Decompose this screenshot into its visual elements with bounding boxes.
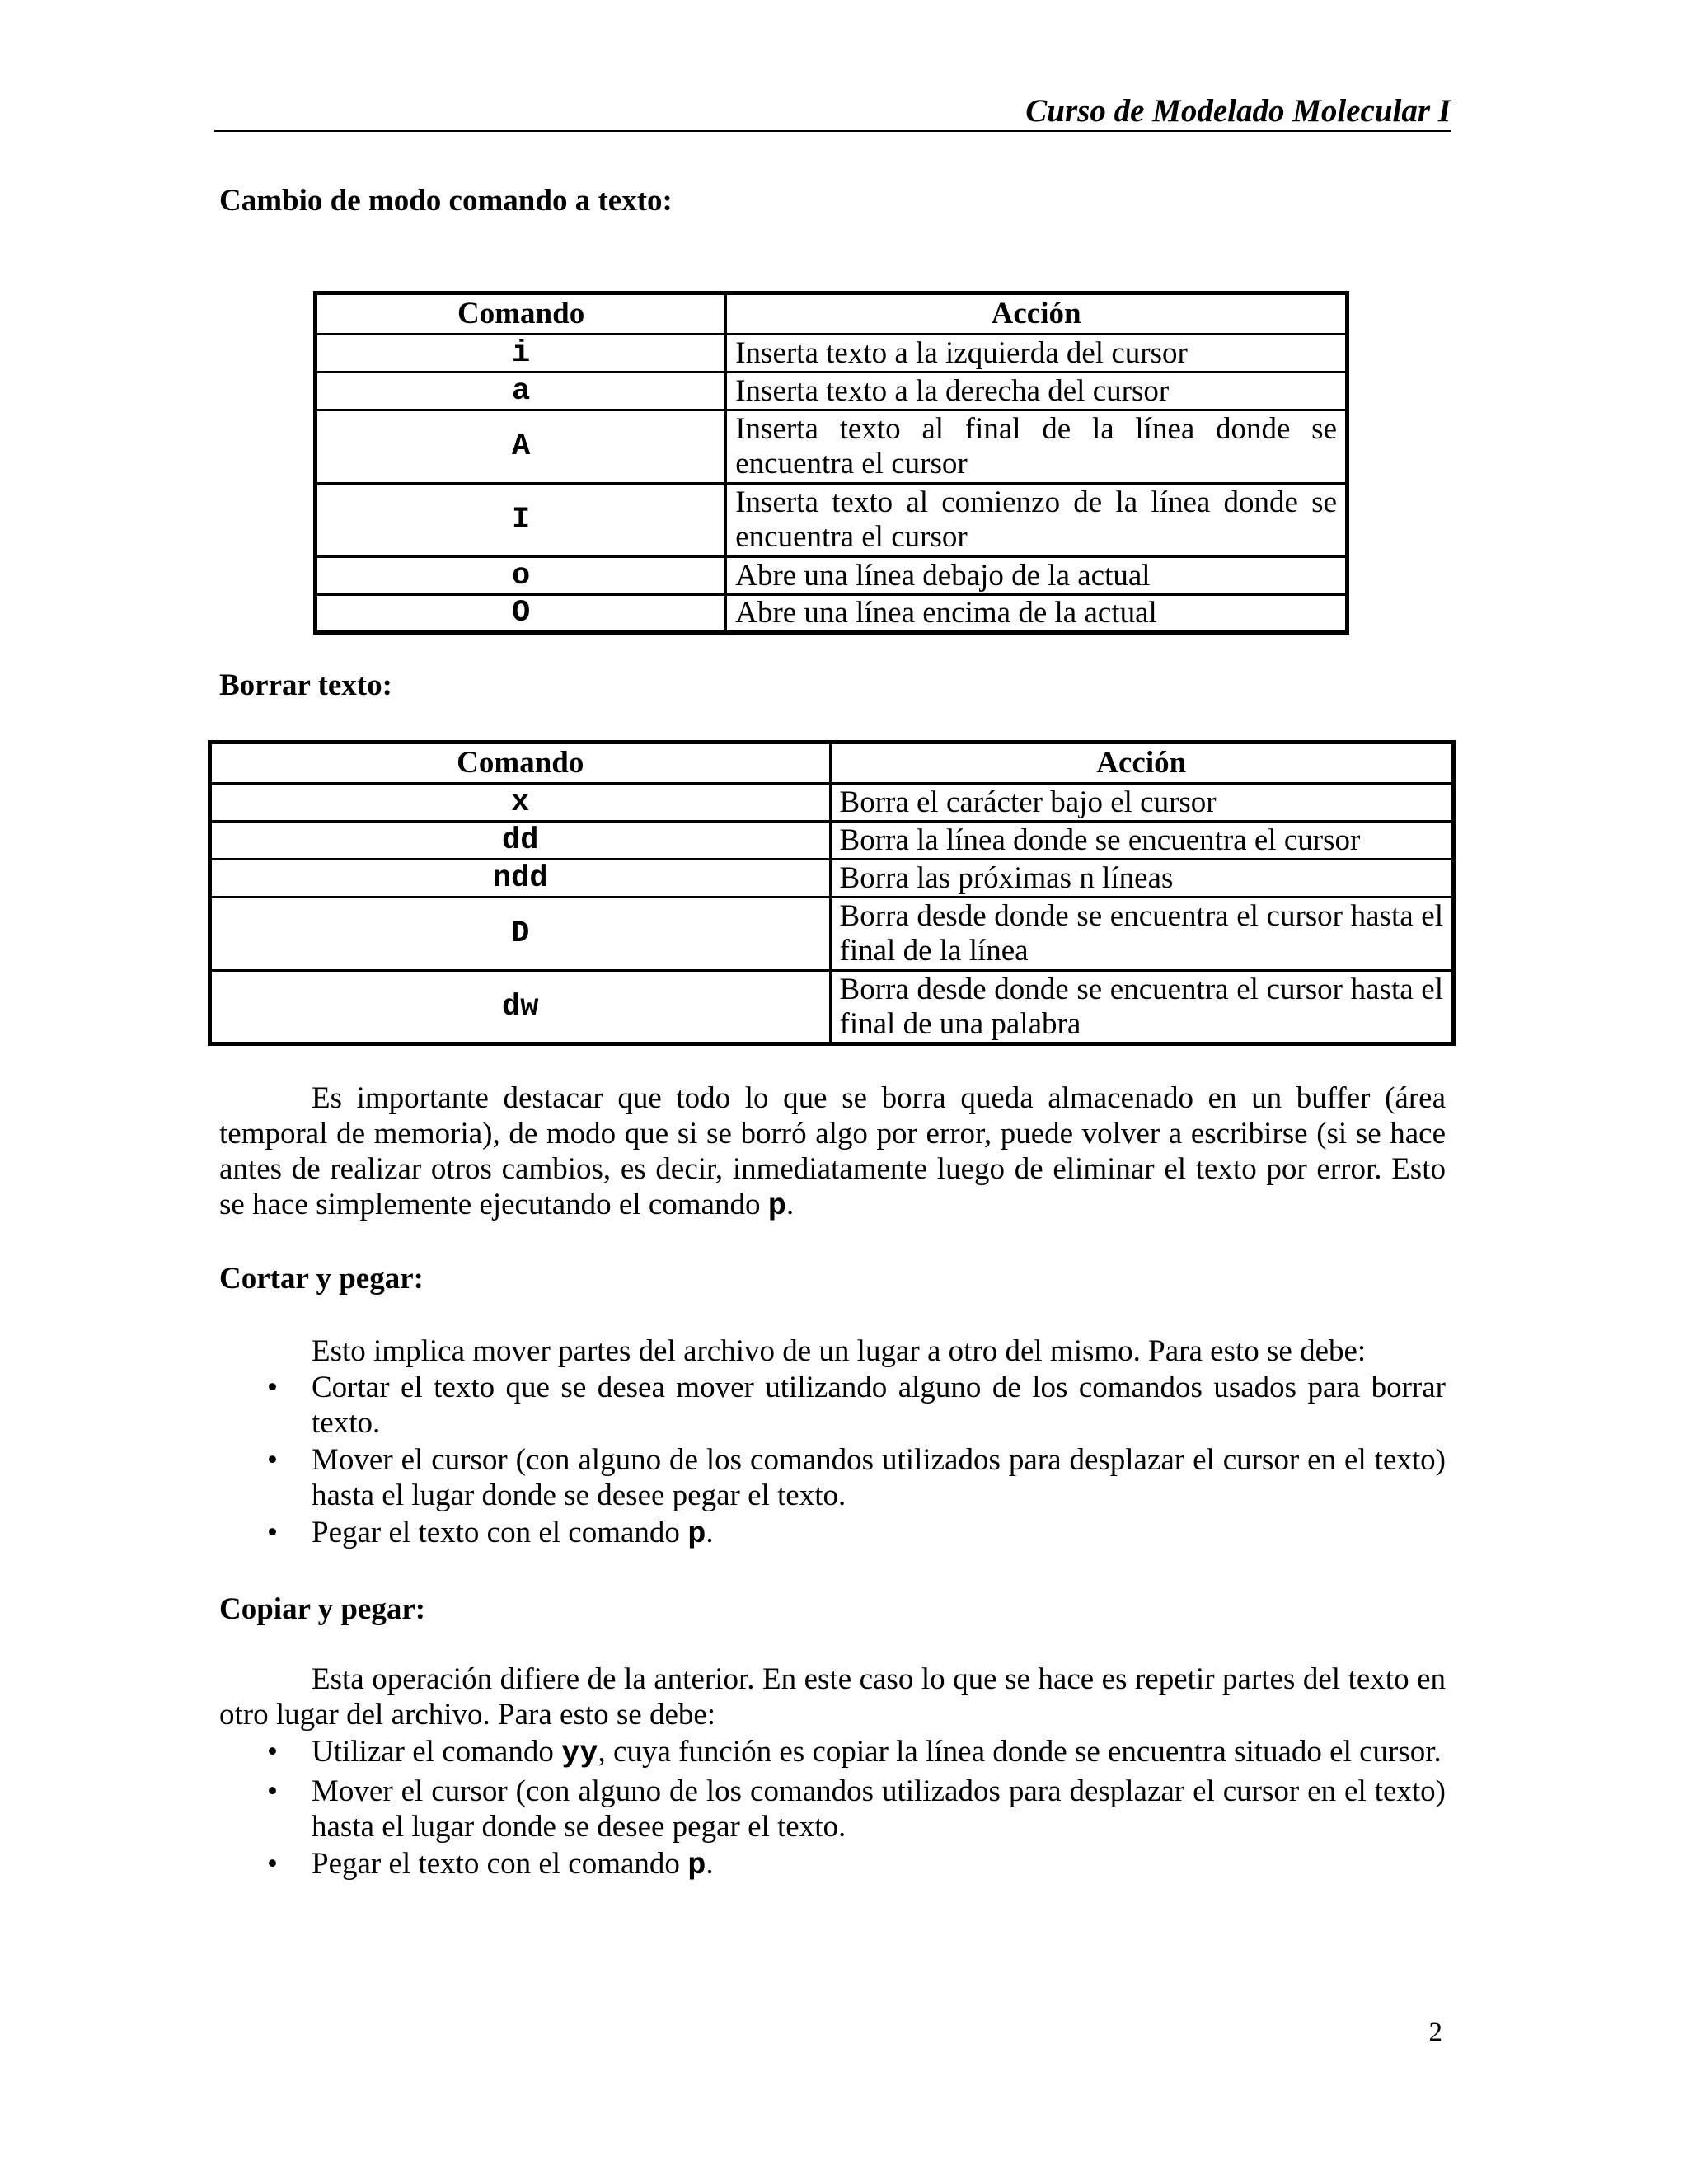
action-cell: Inserta texto al final de la línea donde se encuentra el cursor <box>726 410 1348 484</box>
cortar-steps-list <box>219 1370 1446 1554</box>
header-rule <box>214 130 1451 132</box>
table-row <box>210 822 1454 860</box>
table-borrar-texto <box>208 740 1456 1046</box>
command-cell: a <box>316 373 726 410</box>
cortar-intro: Esto implica mover partes del archivo de un lugar a otro del mismo. Para esto se debe: <box>312 1334 1367 1368</box>
paragraph-end: . <box>785 1188 795 1221</box>
command-cell: i <box>316 335 726 373</box>
column-header-comando: Comando <box>316 293 726 335</box>
action-cell: Inserta texto al comienzo de la línea donde se encuentra el cursor <box>726 484 1348 557</box>
action-cell: Borra las próximas n líneas <box>830 860 1453 898</box>
action-cell: Borra desde donde se encuentra el cursor hasta el final de la línea <box>830 898 1453 971</box>
bullet-icon: • <box>267 1371 278 1404</box>
action-cell: Borra desde donde se encuentra el cursor hasta el final de una palabra <box>830 971 1453 1044</box>
list-item <box>219 1734 1446 1772</box>
column-header-comando: Comando <box>210 743 831 784</box>
bullet-icon: • <box>267 1774 278 1808</box>
command-cell: I <box>316 484 726 557</box>
copiar-steps-list <box>219 1734 1446 1886</box>
bullet-icon: • <box>267 1735 278 1769</box>
table-row <box>210 784 1454 822</box>
action-cell: Abre una línea encima de la actual <box>726 595 1348 633</box>
list-item-text: Pegar el texto con el comando <box>312 1516 680 1549</box>
list-item-text: Pegar el texto con el comando <box>312 1847 680 1881</box>
bullet-icon: • <box>267 1516 278 1549</box>
table-row <box>316 410 1348 484</box>
inline-command: yy <box>561 1736 598 1771</box>
list-item <box>219 1774 1446 1844</box>
section-heading-cortar-pegar: Cortar y pegar: <box>219 1262 424 1296</box>
table-row <box>210 860 1454 898</box>
action-cell: Inserta texto a la izquierda del cursor <box>726 335 1348 373</box>
command-cell: o <box>316 557 726 595</box>
action-cell: Abre una línea debajo de la actual <box>726 557 1348 595</box>
table-header-row <box>210 743 1454 784</box>
list-item <box>219 1515 1446 1553</box>
table-row <box>316 557 1348 595</box>
table-row <box>210 971 1454 1044</box>
list-item-text: Mover el cursor (con alguno de los comandos utilizados para desplazar el cursor en el texto) hasta el lugar donde se desee pegar el texto. <box>312 1774 1446 1844</box>
table-header-row <box>316 293 1348 335</box>
command-cell: dw <box>210 971 831 1044</box>
table-row <box>316 335 1348 373</box>
action-cell: Borra el carácter bajo el cursor <box>830 784 1453 822</box>
running-header: Curso de Modelado Molecular I <box>1025 93 1451 129</box>
table-row <box>316 595 1348 633</box>
command-cell: ndd <box>210 860 831 898</box>
page-number: 2 <box>1428 2018 1442 2047</box>
inline-command: p <box>687 1517 706 1552</box>
list-item-text: Mover el cursor (con alguno de los comandos utilizados para desplazar el cursor en el texto) hasta el lugar donde se desee pegar el texto. <box>312 1443 1446 1512</box>
section-heading-modo-texto: Cambio de modo comando a texto: <box>219 184 673 218</box>
command-cell: dd <box>210 822 831 860</box>
action-cell: Borra la línea donde se encuentra el cursor <box>830 822 1453 860</box>
inline-command: p <box>767 1189 786 1224</box>
list-item-end: . <box>706 1516 714 1549</box>
table-row <box>210 898 1454 971</box>
column-header-accion: Acción <box>726 293 1348 335</box>
table-row <box>316 484 1348 557</box>
list-item-end: . <box>706 1847 714 1881</box>
command-cell: A <box>316 410 726 484</box>
command-cell: O <box>316 595 726 633</box>
list-item <box>219 1442 1446 1513</box>
command-cell: D <box>210 898 831 971</box>
copiar-intro: Esta operación difiere de la anterior. En este caso lo que se hace es repetir partes del texto en otro lugar del archivo. Para esto se debe: <box>219 1662 1446 1732</box>
list-item-text: Utilizar el comando <box>312 1735 554 1769</box>
inline-command: p <box>687 1849 706 1883</box>
list-item-text: Cortar el texto que se desea mover utilizando alguno de los comandos usados para borrar texto. <box>312 1371 1446 1440</box>
table-modo-texto <box>313 291 1349 635</box>
column-header-accion: Acción <box>830 743 1453 784</box>
buffer-paragraph <box>219 1080 1446 1225</box>
list-item <box>219 1846 1446 1884</box>
bullet-icon: • <box>267 1443 278 1477</box>
section-heading-borrar-texto: Borrar texto: <box>219 668 392 702</box>
section-heading-copiar-pegar: Copiar y pegar: <box>219 1592 426 1626</box>
command-cell: x <box>210 784 831 822</box>
table-row <box>316 373 1348 410</box>
bullet-icon: • <box>267 1847 278 1881</box>
list-item <box>219 1370 1446 1441</box>
buffer-paragraph-text: Es importante destacar que todo lo que se borra queda almacenado en un buffer (área temporal de memoria), de modo que si se borró algo por error, puede volver a escribirse (si se hace antes de realizar otros cambios, es decir, inmediatamente luego de eliminar el texto por error. Esto se hace simplemente ejecutando el comando <box>219 1081 1446 1221</box>
action-cell: Inserta texto a la derecha del cursor <box>726 373 1348 410</box>
list-item-text: , cuya función es copiar la línea donde se encuentra situado el cursor. <box>598 1735 1442 1769</box>
